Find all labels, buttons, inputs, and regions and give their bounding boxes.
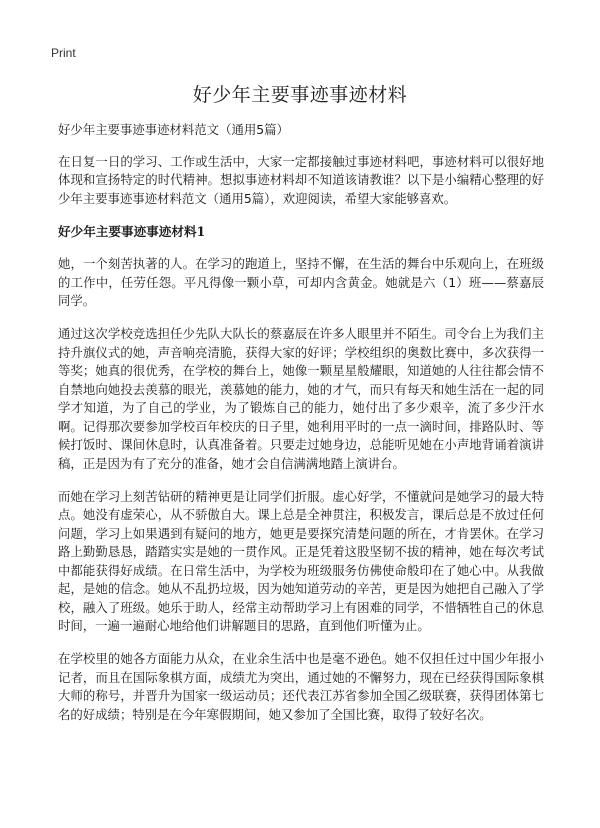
document-body — [58, 121, 544, 739]
document-subtitle: 好少年主要事迹事迹材料范文（通用5篇） — [58, 122, 289, 137]
body-paragraph: 在学校里的她各方面能力从众，在业余生活中也是毫不逊色。她不仅担任过中国少年报小记者，而且在国际象棋方面，成绩尤为突出，通过她的不懈努力，现在已经获得国际象棋大师的称号，并晋升为国家一级运动员；还代表江苏省参加全国乙级联赛，获得团体第七名的好成绩；特别是在今年寒假期间，她又参加了全国比赛，取得了较好名次。 — [58, 651, 544, 722]
document-title: 好少年主要事迹事迹材料 — [192, 84, 408, 106]
section-heading: 好少年主要事迹事迹材料1 — [58, 223, 206, 239]
body-paragraph: 而她在学习上刻苦钻研的精神更是让同学们折服。虚心好学，不懂就问是她学习的最大特点。她没有虚荣心，从不骄傲自大。课上总是全神贯注，积极发言，课后总是不放过任何问题，学习上如果遇到有疑问的地方，她更是要探究清楚问题的所在，才肯罢休。在学习路上勤勤恳恳，踏踏实实是她的一贯作风。正是凭着这股坚韧不拔的精神，她在每次考试中都能获得好成绩。在日常生活中，为学校为班级服务仿佛使命般印在了她心中。从我做起，是她的信念。她从不乱扔垃圾，因为她知道劳动的辛苦，更是因为她把自己融入了学校，融入了班级。她乐于助人，经常主动帮助学习上有困难的同学，不惜牺牲自己的休息时间，一遍一遍耐心地给他们讲解题目的思路，直到他们听懂为止。 — [58, 488, 544, 633]
body-paragraph: 通过这次学校竞选担任少先队大队长的蔡嘉辰在许多人眼里并不陌生。司令台上为我们主持升旗仪式的她，声音响亮清脆，获得大家的好评；学校组织的奥数比赛中，多次获得一等奖；她真的很优秀，在学校的舞台上，她像一颗星星般耀眼，知道她的人往往都会情不自禁地向她投去羡慕的眼光，羡慕她的能力，她的才气，而只有每天和她生活在一起的同学才知道，为了自己的学业，为了锻炼自己的能力，她付出了多少艰辛，流了多少汗水啊。记得那次要参加学校百年校庆的日子里，她利用平时的一点一滴时间，排路队时、等候打饭时、课间休息时，认真准备着。只要走过她身边，总能听见她在小声地背诵着演讲稿，正是因为有了充分的准备，她才会自信满满地踏上演讲台。 — [58, 326, 544, 471]
body-paragraph: 她，一个刻苦执著的人。在学习的跑道上，坚持不懈，在生活的舞台中乐观向上，在班级的工作中，任劳任怨。平凡得像一颗小草，可却内含黄金。她就是六（1）班——蔡嘉辰同学。 — [58, 256, 544, 308]
print-label: Print — [51, 46, 76, 60]
intro-paragraph: 在日复一日的学习、工作或生活中，大家一定都接触过事迹材料吧，事迹材料可以很好地体现和宣扬特定的时代精神。想拟事迹材料却不知道该请教谁？以下是小编精心整理的好少年主要事迹事迹材料范文（通用5篇），欢迎阅读，希望大家能够喜欢。 — [58, 153, 544, 206]
